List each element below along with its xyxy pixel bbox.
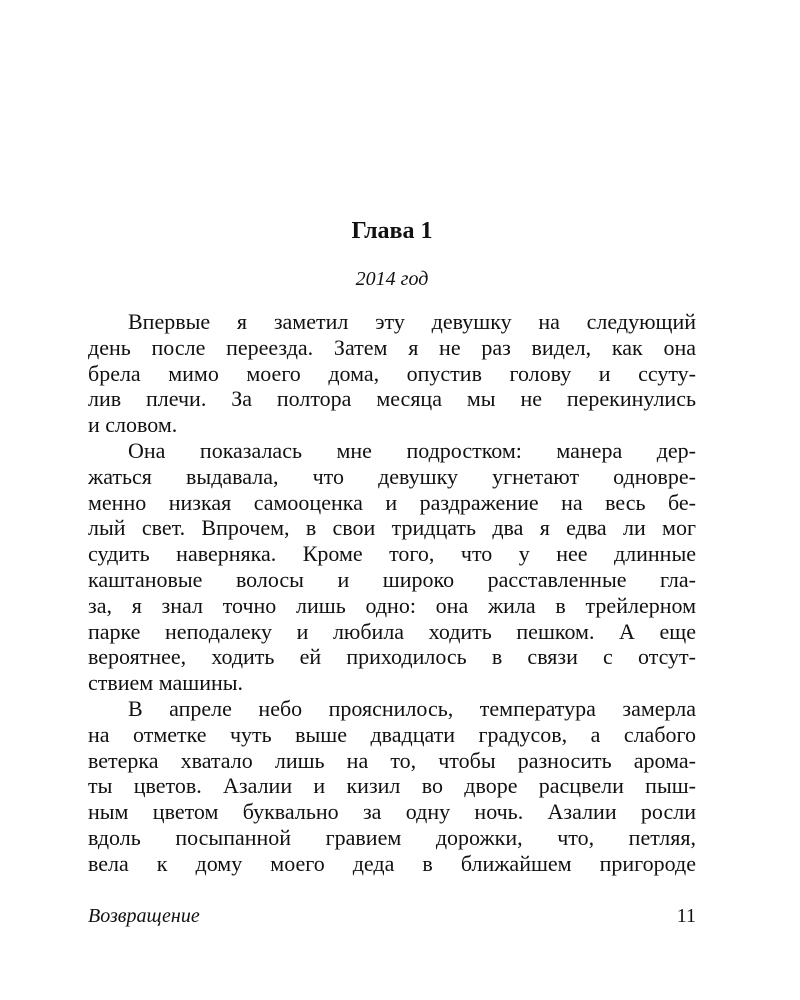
text-line: каштановые волосы и широко расставленные гла- (88, 566, 696, 592)
chapter-year: 2014 год (355, 268, 429, 290)
text-line: вела к дому моего деда в ближайшем пригороде (88, 850, 696, 876)
text-line: Она показалась мне подростком: манера дер- (128, 437, 696, 463)
text-line: вероятнее, ходить ей приходилось в связи с отсут- (88, 644, 696, 670)
book-page (88, 0, 696, 1000)
text-line: ты цветов. Азалии и кизил во дворе расцвели пыш- (88, 773, 696, 799)
text-line: В апреле небо прояснилось, температура замерла (128, 695, 696, 721)
text-line: менно низкая самооценка и раздражение на весь бе- (88, 489, 696, 515)
chapter-title: Глава 1 (351, 218, 433, 244)
text-line: день после переезда. Затем я не раз видел, как она (88, 334, 696, 360)
text-line: Впервые я заметил эту девушку на следующий (128, 309, 696, 334)
text-line: жаться выдавала, что девушку угнетают одновре- (88, 463, 696, 489)
text-line: и словом. (88, 412, 178, 438)
text-line: судить наверняка. Кроме того, что у нее длинные (88, 541, 696, 567)
text-line: за, я знал точно лишь одно: она жила в трейлерном (88, 592, 696, 618)
text-line: ствием машины. (88, 670, 244, 696)
page-number: 11 (676, 905, 696, 927)
body-text (88, 309, 696, 877)
text-line: лый свет. Впрочем, в свои тридцать два я едва ли мог (88, 515, 696, 541)
text-line: ным цветом буквально за одну ночь. Азалии росли (88, 799, 696, 825)
text-line: брела мимо моего дома, опустив голову и ссуту- (88, 360, 696, 386)
text-line: на отметке чуть выше двадцати градусов, а слабого (88, 721, 696, 747)
text-line: вдоль посыпанной гравием дорожки, что, петляя, (88, 824, 696, 850)
running-title: Возвращение (88, 905, 200, 927)
text-line: парке неподалеку и любила ходить пешком. А еще (88, 618, 696, 644)
text-line: ветерка хватало лишь на то, чтобы разносить арома- (88, 747, 696, 773)
text-line: лив плечи. За полтора месяца мы не перекинулись (88, 386, 696, 412)
page-footer (88, 905, 696, 935)
